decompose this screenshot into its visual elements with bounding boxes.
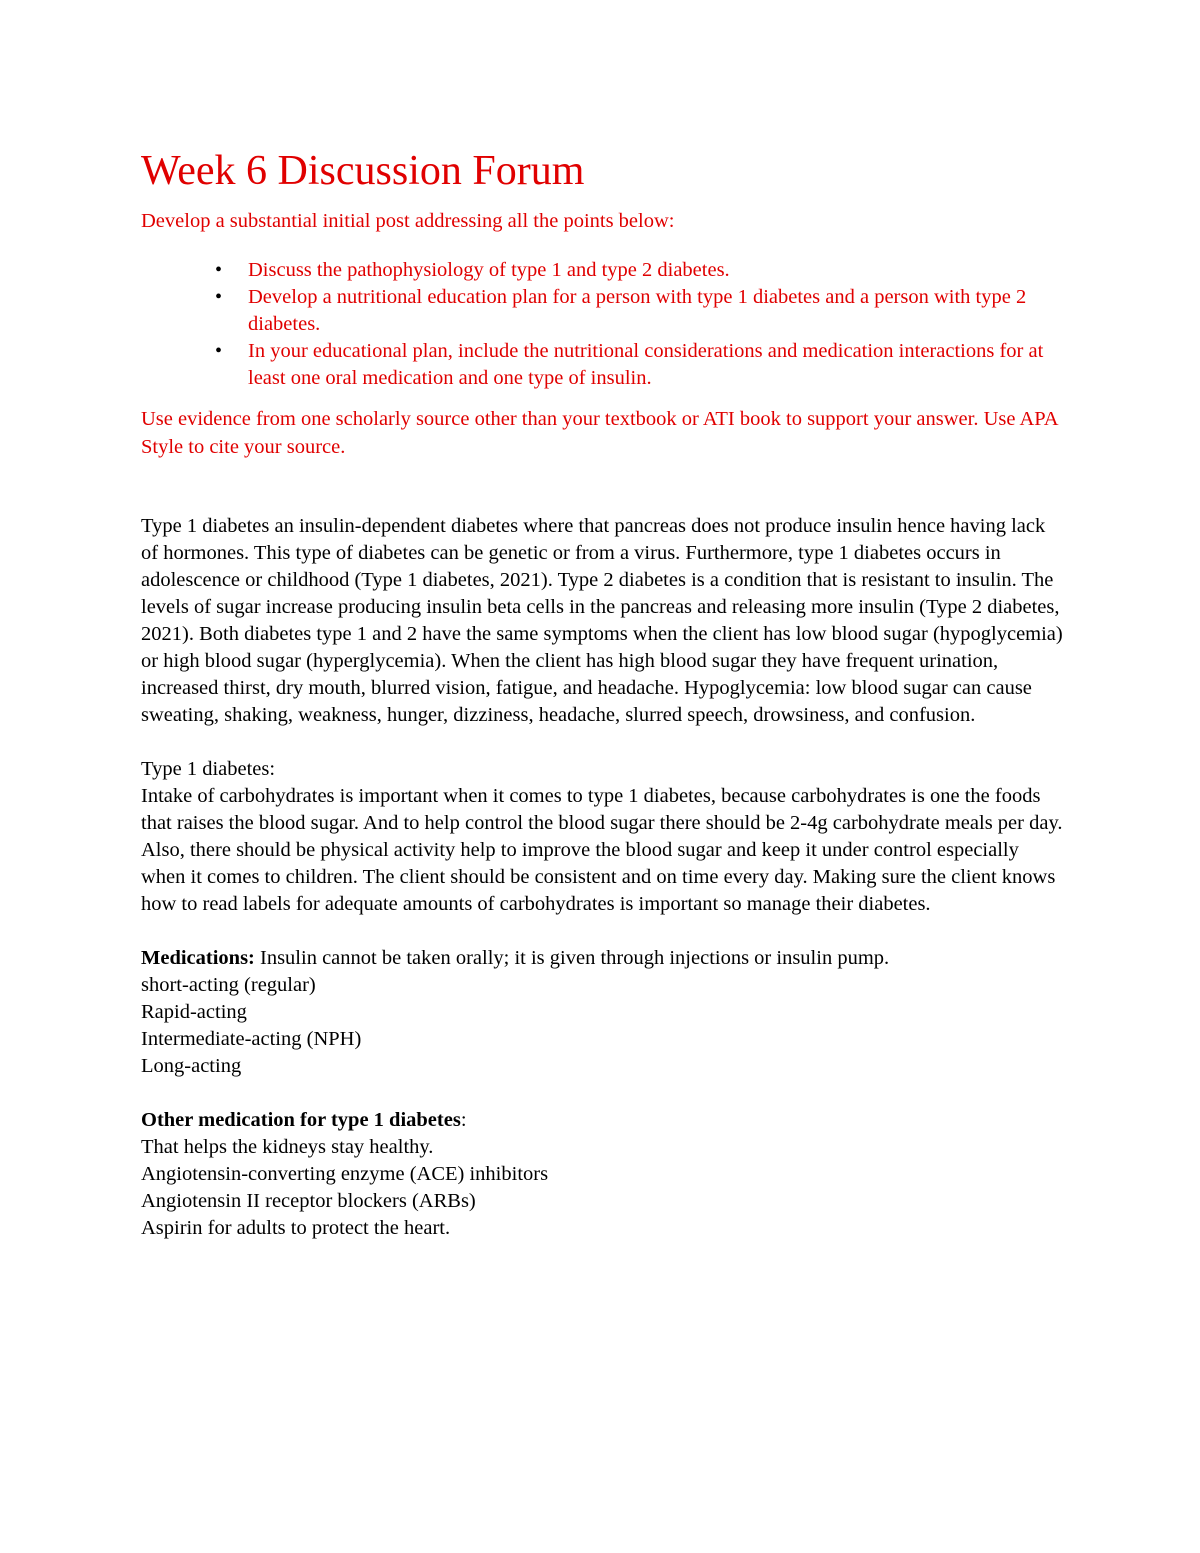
bullet-text: Discuss the pathophysiology of type 1 and type 2 diabetes.: [248, 259, 730, 281]
insulin-type-item: Long-acting: [141, 1055, 242, 1077]
insulin-type-item: Intermediate-acting (NPH): [141, 1028, 362, 1050]
other-medication-item: Angiotensin-converting enzyme (ACE) inhibitors: [141, 1163, 549, 1185]
document-page: [141, 140, 1066, 1242]
bullet-text: Develop a nutritional education plan for a person with type 1 diabetes and a person with type 2 diabetes.: [248, 286, 1027, 335]
spacer: [141, 729, 1066, 756]
list-item: [141, 257, 1066, 284]
document-title: Week 6 Discussion Forum: [141, 148, 585, 194]
assignment-prompt: Develop a substantial initial post addressing all the points below:: [141, 210, 675, 232]
other-medication-colon: :: [460, 1109, 467, 1131]
list-item: [141, 338, 1066, 392]
bullet-icon: •: [215, 286, 223, 308]
spacer: [141, 1080, 1066, 1107]
bullet-icon: •: [215, 259, 223, 281]
insulin-type-item: short-acting (regular): [141, 974, 316, 996]
spacer: [141, 461, 1066, 513]
medications-text: Insulin cannot be taken orally; it is given through injections or insulin pump.: [254, 947, 890, 969]
insulin-type-item: Rapid-acting: [141, 1001, 247, 1023]
bullet-icon: •: [215, 340, 223, 362]
other-medication-label: Other medication for type 1 diabetes: [141, 1109, 461, 1131]
other-medication-item: Aspirin for adults to protect the heart.: [141, 1217, 451, 1239]
assignment-bullet-list: [141, 257, 1066, 392]
type1-heading: Type 1 diabetes:: [141, 758, 276, 780]
other-medication-item: Angiotensin II receptor blockers (ARBs): [141, 1190, 476, 1212]
intro-paragraph: Type 1 diabetes an insulin-dependent diabetes where that pancreas does not produce insulin hence having lack of hormones. This type of diabetes can be genetic or from a virus. Furthermore, type 1 diabetes occurs in adolescence or childhood (Type 1 diabetes, 2021). Type 2 diabetes is a condition that is resistant to insulin. The levels of sugar increase producing insulin beta cells in the pancreas and releasing more insulin (Type 2 diabetes, 2021). Both diabetes type 1 and 2 have the same symptoms when the client has low blood sugar (hypoglycemia) or high blood sugar (hyperglycemia). When the client has high blood sugar they have frequent urination, increased thirst, dry mouth, blurred vision, fatigue, and headache. Hypoglycemia: low blood sugar can cause sweating, shaking, weakness, hunger, dizziness, headache, slurred speech, drowsiness, and confusion.: [141, 515, 1063, 726]
source-instruction: Use evidence from one scholarly source other than your textbook or ATI book to support your answer. Use APA Style to cite your source.: [141, 408, 1058, 458]
list-item: [141, 284, 1066, 338]
type1-paragraph: Intake of carbohydrates is important when it comes to type 1 diabetes, because carbohydrates is one the foods that raises the blood sugar. And to help control the blood sugar there should be 2-4g carbohydrate meals per day. Also, there should be physical activity help to improve the blood sugar and keep it under control especially when it comes to children. The client should be consistent and on time every day. Making sure the client knows how to read labels for adequate amounts of carbohydrates is important so manage their diabetes.: [141, 785, 1063, 915]
spacer: [141, 918, 1066, 945]
other-medication-heading: [141, 1107, 1066, 1134]
medications-label: Medications:: [141, 947, 255, 969]
other-medication-item: That helps the kidneys stay healthy.: [141, 1136, 434, 1158]
medications-paragraph: [141, 945, 1066, 972]
bullet-text: In your educational plan, include the nutritional considerations and medication interactions for at least one oral medication and one type of insulin.: [248, 340, 1044, 389]
